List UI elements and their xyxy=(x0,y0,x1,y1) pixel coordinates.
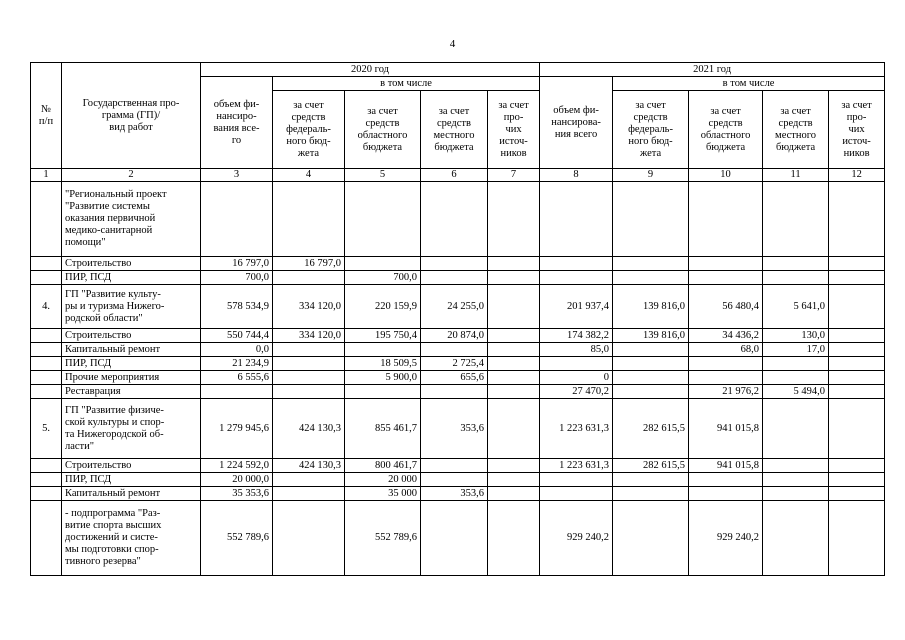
value-cell: 655,6 xyxy=(421,371,488,385)
table-row xyxy=(31,329,885,343)
header-year-2020: 2020 год xyxy=(201,63,540,77)
value-cell xyxy=(829,399,885,459)
row-name-cell: ГП "Развитие культу- ры и туризма Нижего- родской области" xyxy=(62,285,201,329)
value-cell: 21 234,9 xyxy=(201,357,273,371)
value-cell: 6 555,6 xyxy=(201,371,273,385)
value-cell: 282 615,5 xyxy=(613,399,689,459)
header-regional-2021 xyxy=(689,91,763,169)
value-cell xyxy=(689,357,763,371)
table-row xyxy=(31,385,885,399)
value-cell xyxy=(488,357,540,371)
value-cell: 16 797,0 xyxy=(273,257,345,271)
row-number-cell xyxy=(31,459,62,473)
header-including-2021: в том числе xyxy=(613,77,885,91)
value-cell xyxy=(201,385,273,399)
value-cell: 353,6 xyxy=(421,487,488,501)
value-cell xyxy=(829,257,885,271)
header-other-2020 xyxy=(488,91,540,169)
value-cell xyxy=(488,399,540,459)
row-name-cell: Строительство xyxy=(62,329,201,343)
column-number-cell: 5 xyxy=(345,169,421,182)
value-cell: 2 725,4 xyxy=(421,357,488,371)
table-row xyxy=(31,182,885,257)
header-local-2020 xyxy=(421,91,488,169)
value-cell xyxy=(613,371,689,385)
value-cell xyxy=(613,182,689,257)
page-number: 4 xyxy=(449,38,456,50)
header-regional-2021-text: за счет средств областного бюджета xyxy=(700,105,751,153)
row-number-cell xyxy=(31,271,62,285)
value-cell xyxy=(763,257,829,271)
row-number-cell xyxy=(31,257,62,271)
header-other-2021-text: за счет про- чих источ- ников xyxy=(841,99,872,159)
value-cell: 20 000,0 xyxy=(201,473,273,487)
table-row xyxy=(31,501,885,576)
table-row xyxy=(31,371,885,385)
value-cell: 929 240,2 xyxy=(689,501,763,576)
header-program-text: Государственная про- грамма (ГП)/ вид работ xyxy=(82,97,180,133)
value-cell xyxy=(421,501,488,576)
value-cell: 139 816,0 xyxy=(613,329,689,343)
row-number-cell xyxy=(31,501,62,576)
value-cell xyxy=(421,473,488,487)
row-number-cell xyxy=(31,487,62,501)
value-cell xyxy=(488,501,540,576)
value-cell xyxy=(829,357,885,371)
header-including-2020: в том числе xyxy=(273,77,540,91)
value-cell xyxy=(488,257,540,271)
row-number-cell xyxy=(31,371,62,385)
value-cell xyxy=(689,473,763,487)
value-cell xyxy=(488,285,540,329)
column-number-row xyxy=(31,169,885,182)
value-cell: 35 000 xyxy=(345,487,421,501)
value-cell: 552 789,6 xyxy=(345,501,421,576)
column-number-cell: 8 xyxy=(540,169,613,182)
row-name-cell: - подпрограмма "Раз- витие спорта высших достижений и систе- мы подготовки спор- тивного резерва" xyxy=(62,501,201,576)
value-cell xyxy=(829,182,885,257)
column-number-cell: 3 xyxy=(201,169,273,182)
value-cell xyxy=(273,385,345,399)
value-cell xyxy=(421,271,488,285)
value-cell: 56 480,4 xyxy=(689,285,763,329)
value-cell xyxy=(421,385,488,399)
row-name-cell: ГП "Развитие физиче- ской культуры и спор- та Нижегородской об- ласти" xyxy=(62,399,201,459)
value-cell: 550 744,4 xyxy=(201,329,273,343)
value-cell: 1 223 631,3 xyxy=(540,459,613,473)
value-cell: 195 750,4 xyxy=(345,329,421,343)
value-cell xyxy=(689,271,763,285)
value-cell xyxy=(829,329,885,343)
row-number-cell: 4. xyxy=(31,285,62,329)
header-year-2021: 2021 год xyxy=(540,63,885,77)
value-cell xyxy=(689,371,763,385)
row-name-cell: Реставрация xyxy=(62,385,201,399)
value-cell: 174 382,2 xyxy=(540,329,613,343)
value-cell: 0,0 xyxy=(201,343,273,357)
value-cell xyxy=(689,257,763,271)
value-cell xyxy=(763,399,829,459)
value-cell: 130,0 xyxy=(763,329,829,343)
value-cell xyxy=(540,182,613,257)
value-cell: 941 015,8 xyxy=(689,399,763,459)
value-cell xyxy=(421,343,488,357)
value-cell: 24 255,0 xyxy=(421,285,488,329)
value-cell: 334 120,0 xyxy=(273,329,345,343)
value-cell xyxy=(613,343,689,357)
row-number-cell xyxy=(31,385,62,399)
value-cell: 139 816,0 xyxy=(613,285,689,329)
table-row xyxy=(31,487,885,501)
value-cell xyxy=(488,459,540,473)
header-other-2021 xyxy=(829,91,885,169)
value-cell xyxy=(613,501,689,576)
column-number-cell: 10 xyxy=(689,169,763,182)
header-total-2020-text: объем фи- нансиро- вания все- го xyxy=(213,98,260,146)
value-cell: 20 000 xyxy=(345,473,421,487)
row-name-cell: "Региональный проект "Развитие системы оказания первичной медико-санитарной помощи" xyxy=(62,182,201,257)
header-federal-2020-text: за счет средств федераль- ного бюд- жета xyxy=(286,99,331,159)
row-name-cell: Прочие мероприятия xyxy=(62,371,201,385)
row-name-cell: Капитальный ремонт xyxy=(62,487,201,501)
financing-table xyxy=(30,62,885,576)
value-cell xyxy=(689,487,763,501)
value-cell: 1 223 631,3 xyxy=(540,399,613,459)
value-cell: 800 461,7 xyxy=(345,459,421,473)
value-cell xyxy=(613,257,689,271)
value-cell xyxy=(613,357,689,371)
value-cell: 424 130,3 xyxy=(273,459,345,473)
row-name-cell: ПИР, ПСД xyxy=(62,357,201,371)
value-cell xyxy=(763,459,829,473)
value-cell xyxy=(540,257,613,271)
value-cell xyxy=(273,473,345,487)
row-number-cell xyxy=(31,343,62,357)
value-cell xyxy=(273,357,345,371)
value-cell xyxy=(273,182,345,257)
table-row xyxy=(31,399,885,459)
header-other-2020-text: за счет про- чих источ- ников xyxy=(498,99,529,159)
value-cell: 201 937,4 xyxy=(540,285,613,329)
value-cell xyxy=(488,487,540,501)
table-row xyxy=(31,343,885,357)
value-cell xyxy=(829,473,885,487)
value-cell xyxy=(829,343,885,357)
row-number-cell xyxy=(31,182,62,257)
value-cell xyxy=(345,385,421,399)
value-cell xyxy=(829,487,885,501)
value-cell: 17,0 xyxy=(763,343,829,357)
value-cell: 16 797,0 xyxy=(201,257,273,271)
value-cell xyxy=(540,473,613,487)
value-cell xyxy=(488,385,540,399)
value-cell xyxy=(345,182,421,257)
value-cell xyxy=(829,385,885,399)
row-number-cell xyxy=(31,473,62,487)
table-row xyxy=(31,473,885,487)
value-cell xyxy=(613,473,689,487)
column-number-cell: 2 xyxy=(62,169,201,182)
value-cell xyxy=(273,343,345,357)
column-number-cell: 11 xyxy=(763,169,829,182)
table-row xyxy=(31,459,885,473)
header-federal-2020 xyxy=(273,91,345,169)
value-cell: 20 874,0 xyxy=(421,329,488,343)
value-cell: 34 436,2 xyxy=(689,329,763,343)
row-number-cell xyxy=(31,329,62,343)
header-federal-2021-text: за счет средств федераль- ного бюд- жета xyxy=(628,99,673,159)
value-cell: 700,0 xyxy=(345,271,421,285)
row-name-cell: ПИР, ПСД xyxy=(62,271,201,285)
value-cell xyxy=(540,357,613,371)
value-cell xyxy=(829,271,885,285)
table-body xyxy=(31,63,885,576)
value-cell xyxy=(763,182,829,257)
value-cell: 334 120,0 xyxy=(273,285,345,329)
value-cell xyxy=(273,371,345,385)
value-cell xyxy=(488,473,540,487)
value-cell: 5 900,0 xyxy=(345,371,421,385)
value-cell xyxy=(488,182,540,257)
value-cell: 27 470,2 xyxy=(540,385,613,399)
value-cell xyxy=(488,371,540,385)
value-cell xyxy=(345,343,421,357)
value-cell xyxy=(201,182,273,257)
value-cell xyxy=(829,285,885,329)
value-cell xyxy=(763,357,829,371)
value-cell xyxy=(421,182,488,257)
column-number-cell: 12 xyxy=(829,169,885,182)
value-cell xyxy=(345,257,421,271)
row-number-cell xyxy=(31,357,62,371)
column-number-cell: 7 xyxy=(488,169,540,182)
row-name-cell: Строительство xyxy=(62,257,201,271)
value-cell: 552 789,6 xyxy=(201,501,273,576)
value-cell: 220 159,9 xyxy=(345,285,421,329)
row-name-cell: Строительство xyxy=(62,459,201,473)
value-cell: 1 279 945,6 xyxy=(201,399,273,459)
table-row xyxy=(31,357,885,371)
value-cell xyxy=(540,271,613,285)
header-local-2021 xyxy=(763,91,829,169)
value-cell: 855 461,7 xyxy=(345,399,421,459)
value-cell xyxy=(421,459,488,473)
value-cell: 5 494,0 xyxy=(763,385,829,399)
header-regional-2020-text: за счет средств областного бюджета xyxy=(357,105,408,153)
value-cell xyxy=(613,271,689,285)
value-cell xyxy=(421,257,488,271)
value-cell xyxy=(488,343,540,357)
column-number-cell: 9 xyxy=(613,169,689,182)
value-cell xyxy=(273,501,345,576)
value-cell xyxy=(763,271,829,285)
value-cell xyxy=(613,487,689,501)
column-number-cell: 6 xyxy=(421,169,488,182)
header-federal-2021 xyxy=(613,91,689,169)
header-total-2021 xyxy=(540,77,613,169)
header-program xyxy=(62,63,201,169)
value-cell xyxy=(829,371,885,385)
value-cell xyxy=(829,459,885,473)
header-local-2021-text: за счет средств местного бюджета xyxy=(775,105,817,153)
value-cell: 353,6 xyxy=(421,399,488,459)
value-cell: 21 976,2 xyxy=(689,385,763,399)
value-cell: 424 130,3 xyxy=(273,399,345,459)
header-local-2020-text: за счет средств местного бюджета xyxy=(433,105,475,153)
value-cell: 941 015,8 xyxy=(689,459,763,473)
row-name-cell: ПИР, ПСД xyxy=(62,473,201,487)
table-row xyxy=(31,257,885,271)
value-cell: 578 534,9 xyxy=(201,285,273,329)
value-cell: 929 240,2 xyxy=(540,501,613,576)
value-cell xyxy=(273,271,345,285)
row-name-cell: Капитальный ремонт xyxy=(62,343,201,357)
value-cell: 1 224 592,0 xyxy=(201,459,273,473)
value-cell xyxy=(273,487,345,501)
value-cell: 85,0 xyxy=(540,343,613,357)
value-cell xyxy=(763,473,829,487)
header-row-number xyxy=(31,63,62,169)
column-number-cell: 1 xyxy=(31,169,62,182)
table-row xyxy=(31,271,885,285)
header-regional-2020 xyxy=(345,91,421,169)
value-cell xyxy=(488,329,540,343)
value-cell: 700,0 xyxy=(201,271,273,285)
header-total-2021-text: объем фи- нансирова- ния всего xyxy=(551,104,601,140)
value-cell xyxy=(829,501,885,576)
header-row-number-text: № п/п xyxy=(38,103,54,127)
value-cell: 5 641,0 xyxy=(763,285,829,329)
value-cell xyxy=(763,371,829,385)
table-row xyxy=(31,285,885,329)
header-total-2020 xyxy=(201,77,273,169)
value-cell: 0 xyxy=(540,371,613,385)
value-cell: 68,0 xyxy=(689,343,763,357)
value-cell xyxy=(689,182,763,257)
value-cell xyxy=(763,501,829,576)
value-cell: 35 353,6 xyxy=(201,487,273,501)
value-cell xyxy=(488,271,540,285)
row-number-cell: 5. xyxy=(31,399,62,459)
value-cell: 282 615,5 xyxy=(613,459,689,473)
value-cell xyxy=(540,487,613,501)
value-cell xyxy=(763,487,829,501)
value-cell xyxy=(613,385,689,399)
column-number-cell: 4 xyxy=(273,169,345,182)
value-cell: 18 509,5 xyxy=(345,357,421,371)
